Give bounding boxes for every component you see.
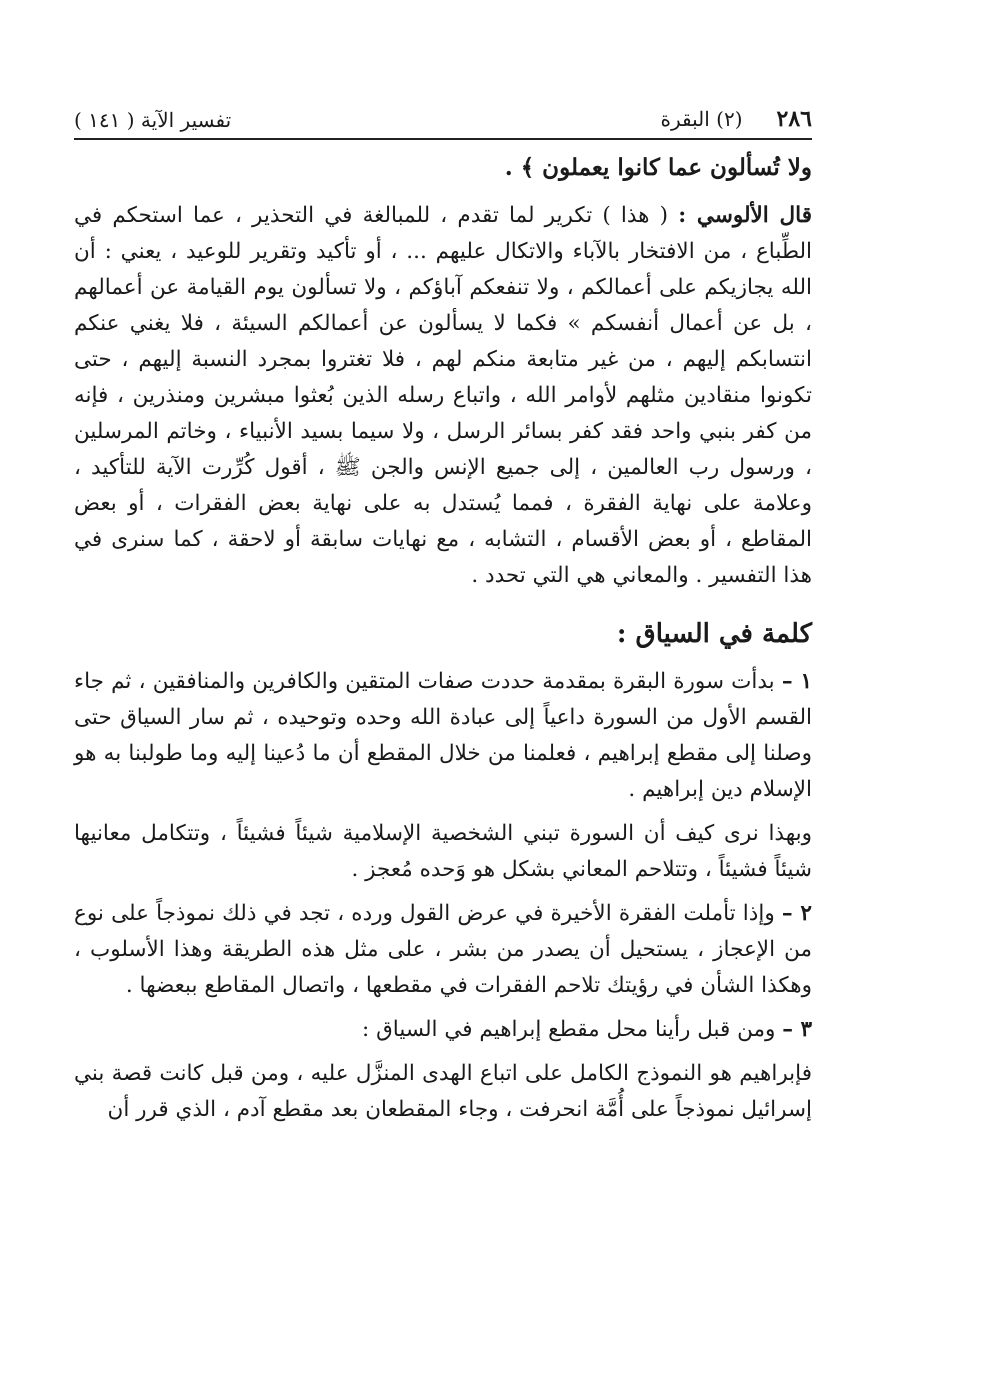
point-paragraph <box>74 1056 812 1128</box>
point-text: بدأت سورة البقرة بمقدمة حددت صفات المتقين والكافرين والمنافقين ، ثم جاء القسم الأول من السورة داعياً إلى عبادة الله وحده وتوحيده ، ثم سار السياق حتى وصلنا إلى مقطع إبراهيم ، فعلمنا من خلال المقطع أن ما دُعينا إليه وما طولبنا به هو الإسلام دين إبراهيم . <box>74 669 812 802</box>
point-paragraph <box>74 816 812 888</box>
page-header <box>74 96 812 132</box>
context-heading: كلمة في السياق : <box>616 619 812 649</box>
surah-name: (٢) البقرة <box>660 107 743 131</box>
header-right <box>661 106 813 132</box>
verse-line: ولا تُسألون عما كانوا يعملون ﴾ . <box>504 154 812 181</box>
alusi-paragraph <box>74 198 812 594</box>
point-text: وإذا تأملت الفقرة الأخيرة في عرض القول ورده ، تجد في ذلك نموذجاً على نوع من الإعجاز ، يستحيل أن يصدر من بشر ، على مثل هذه الطريقة وهذا الأسلوب ، وهكذا الشأن في رؤيتك تلاحم الفقرات في مقطعها ، واتصال المقاطع ببعضها . <box>74 901 812 998</box>
page-number: ٢٨٦ <box>776 106 812 132</box>
header-divider <box>74 138 812 140</box>
alusi-label: قال الألوسي : <box>678 203 812 228</box>
point-text: فإبراهيم هو النموذج الكامل على اتباع الهدى المنزَّل عليه ، ومن قبل كانت قصة بني إسرائيل نموذجاً على أُمَّة انحرفت ، وجاء المقطعان بعد مقطع آدم ، الذي قرر أن <box>74 1061 812 1122</box>
point-paragraph <box>74 896 812 1004</box>
alusi-text: ( هذا ) تكرير لما تقدم ، للمبالغة في التحذير ، عما استحكم في الطِّباع ، من الافتخار بالآباء والاتكال عليهم ... ، أو تأكيد وتقرير للوعيد ، يعني : أن الله يجازيكم على أعمالكم ، ولا تنفعكم آباؤكم ، ولا تسألون يوم القيامة عن أعمالهم ، بل عن أعمال أنفسكم » فكما لا يسألون عن أعمالكم السيئة ، فلا يغني عنكم انتسابكم إليهم ، من غير متابعة منكم لهم ، فلا تغتروا بمجرد النسبة إليهم ، حتى تكونوا منقادين مثلهم لأوامر الله ، واتباع رسله الذين بُعثوا مبشرين ومنذرين ، فإنه من كفر بنبي واحد فقد كفر بسائر الرسل ، ولا سيما بسيد الأنبياء ، وخاتم المرسلين ، ورسول رب العالمين ، إلى جميع الإنس والجن ﷺ ، أقول كُرِّرت الآية للتأكيد ، وعلامة على نهاية الفقرة ، فمما يُستدل به على نهاية بعض الفقرات ، أو بعض المقاطع ، أو بعض الأقسام ، التشابه ، مع نهايات سابقة أو لاحقة ، كما سنرى في هذا التفسير . والمعاني هي التي تحدد . <box>74 203 812 588</box>
page-body <box>74 150 812 1136</box>
point-text: وبهذا نرى كيف أن السورة تبني الشخصية الإسلامية شيئاً فشيئاً ، وتتكامل معانيها شيئاً فشيئاً ، وتتلاحم المعاني بشكل هو وَحده مُعجز . <box>74 821 812 882</box>
point-paragraph <box>74 1012 812 1048</box>
point-number: ١ – <box>781 669 812 694</box>
point-number: ٢ – <box>781 901 812 926</box>
point-text: ومن قبل رأينا محل مقطع إبراهيم في السياق : <box>362 1017 776 1042</box>
section-title: تفسير الآية ( ١٤١ ) <box>74 108 232 132</box>
point-number: ٣ – <box>782 1017 812 1042</box>
point-paragraph <box>74 664 812 808</box>
